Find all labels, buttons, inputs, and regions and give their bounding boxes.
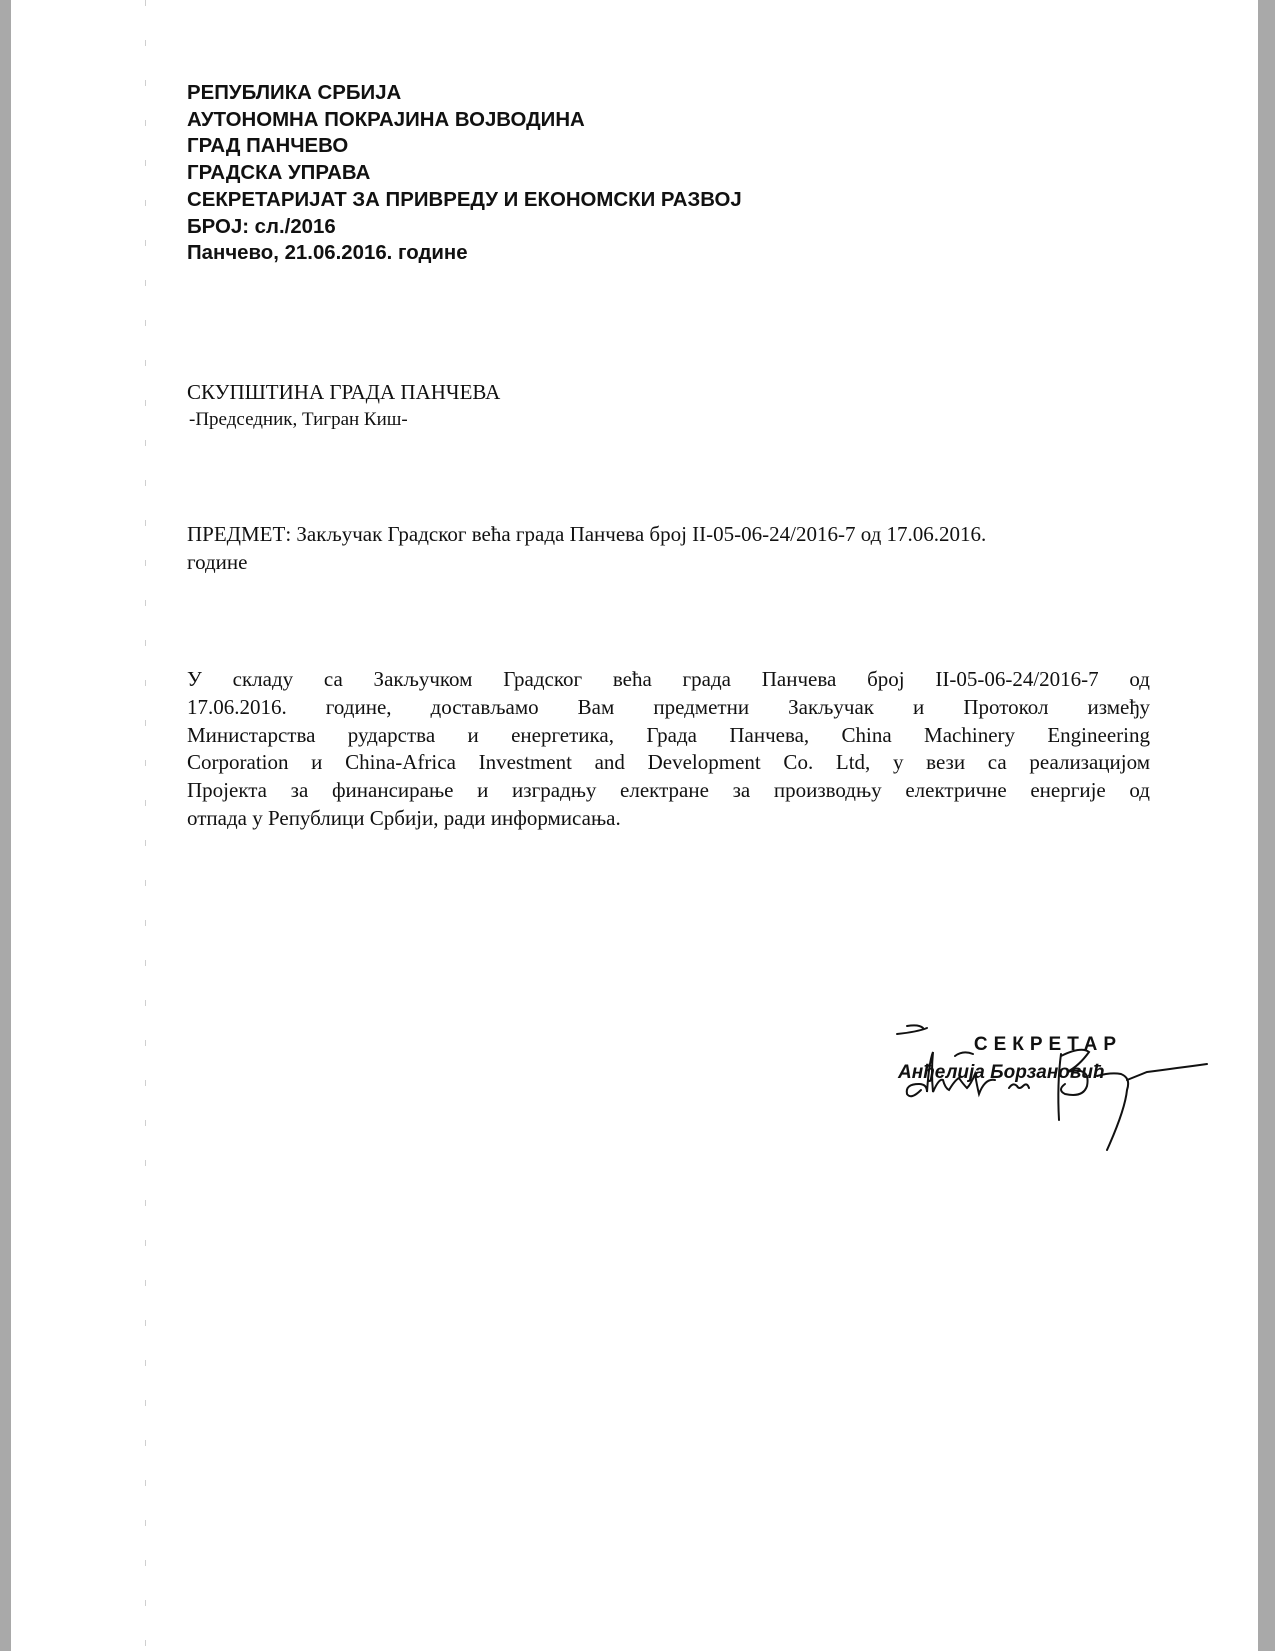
letterhead-line: РЕПУБЛИКА СРБИЈА [187, 82, 402, 104]
letterhead-line: АУТОНОМНА ПОКРАЈИНА ВОЈВОДИНА [187, 108, 585, 131]
body-line: Министарства рударства и енергетика, Града Панчева, China Machinery Engineering [187, 722, 1150, 747]
body-paragraph [187, 666, 1150, 833]
body-line: отпада у Републици Србији, ради информисања. [187, 805, 621, 830]
letterhead [187, 80, 742, 267]
handwritten-signature [891, 1020, 1251, 1160]
addressee [187, 378, 500, 434]
document-date: Панчево, 21.06.2016. године [187, 242, 468, 265]
body-line: 17.06.2016. године, достављамо Вам предметни Закључак и Протокол између [187, 694, 1150, 719]
signatory-name: Анђелија Борзановић [898, 1062, 1105, 1083]
signature-title: СЕКРЕТАР [973, 1034, 1122, 1055]
addressee-person: -Председник, Тигран Киш- [189, 409, 408, 430]
body-line: У складу са Закључком Градског већа града Панчева број II-05-06-24/2016-7 од [187, 667, 1150, 691]
document-number: БРОЈ: сл./2016 [187, 215, 336, 238]
letterhead-line: СЕКРЕТАРИЈАТ ЗА ПРИВРЕДУ И ЕКОНОМСКИ РАЗВОЈ [187, 188, 742, 211]
scan-edge [145, 0, 146, 1651]
body-line: Corporation и China-Africa Investment and Development Co. Ltd, у вези са реализацијом [187, 750, 1150, 775]
document-page [11, 0, 1258, 1651]
letterhead-line: ГРАДСКА УПРАВА [187, 162, 371, 185]
body-line: Пројекта за финансирање и изградњу електране за производњу електричне енергије од [187, 778, 1150, 803]
addressee-org: СКУПШТИНА ГРАДА ПАНЧЕВА [187, 380, 501, 404]
letterhead-line: ГРАД ПАНЧЕВО [187, 135, 349, 158]
subject-line: ПРЕДМЕТ: Закључак Градског већа града Панчева број II-05-06-24/2016-7 од 17.06.2016. године [187, 522, 987, 574]
